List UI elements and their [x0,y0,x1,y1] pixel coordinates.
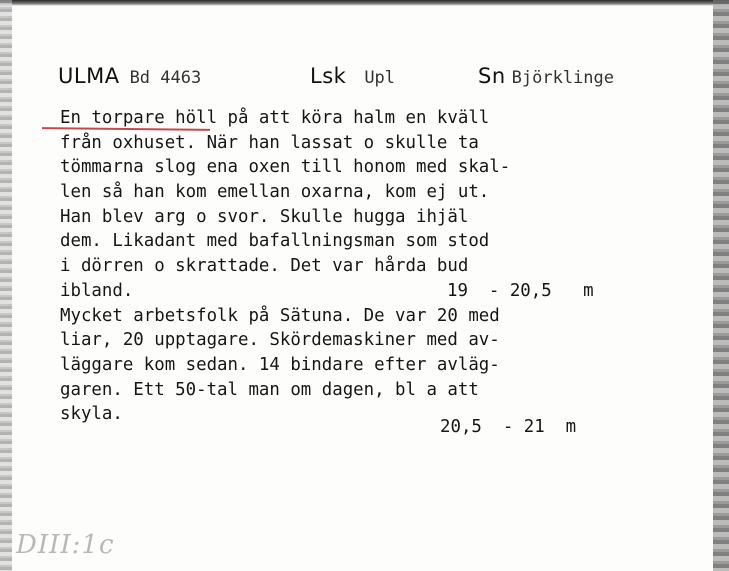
text-line: En torpare höll på att köra halm en kväll [60,108,490,128]
text-line: garen. Ett 50-tal man om dagen, bl a att [60,379,479,400]
page-reference-1: 19 - 20,5 m [447,280,594,301]
place-label: ULMA [58,64,120,88]
text-line-with-ref [60,279,680,304]
text-line: Han blev arg o svor. Skulle hugga ihjäl [60,206,469,227]
text-line: från oxhuset. När han lassat o skulle ta [60,132,479,153]
lsk-value: Upl [364,68,396,88]
text-line: skyla. [60,404,123,425]
text-line: Mycket arbetsfolk på Sätuna. De var 20 med [60,305,500,326]
place-ref: Bd 4463 [129,68,202,88]
lsk-label: Lsk [310,64,347,88]
place-field [58,64,201,88]
handwritten-archive-code: DIII:1c [16,530,115,560]
card-body-text [60,106,680,452]
text-line: tömmarna slog ena oxen till honom med skal- [60,157,511,178]
lsk-field [310,64,395,88]
text-line: i dörren o skrattade. Det var hårda bud [60,256,469,277]
text-line: liar, 20 upptagare. Skördemaskiner med av- [60,330,500,351]
ref-line [60,416,680,452]
text-line: läggare kom sedan. 14 bindare efter avläg- [60,354,500,375]
sn-value: Björklinge [511,68,614,88]
sn-field [478,64,614,88]
text-line: len så han kom emellan oxarna, kom ej ut. [60,182,490,203]
page-reference-2: 20,5 - 21 m [440,416,577,437]
text-line: dem. Likadant med bafallningsman som stod [60,231,490,252]
sn-label: Sn [478,64,506,88]
text-line: ibland. [60,280,134,301]
card-header [0,64,729,98]
card-top-edge [0,0,729,6]
